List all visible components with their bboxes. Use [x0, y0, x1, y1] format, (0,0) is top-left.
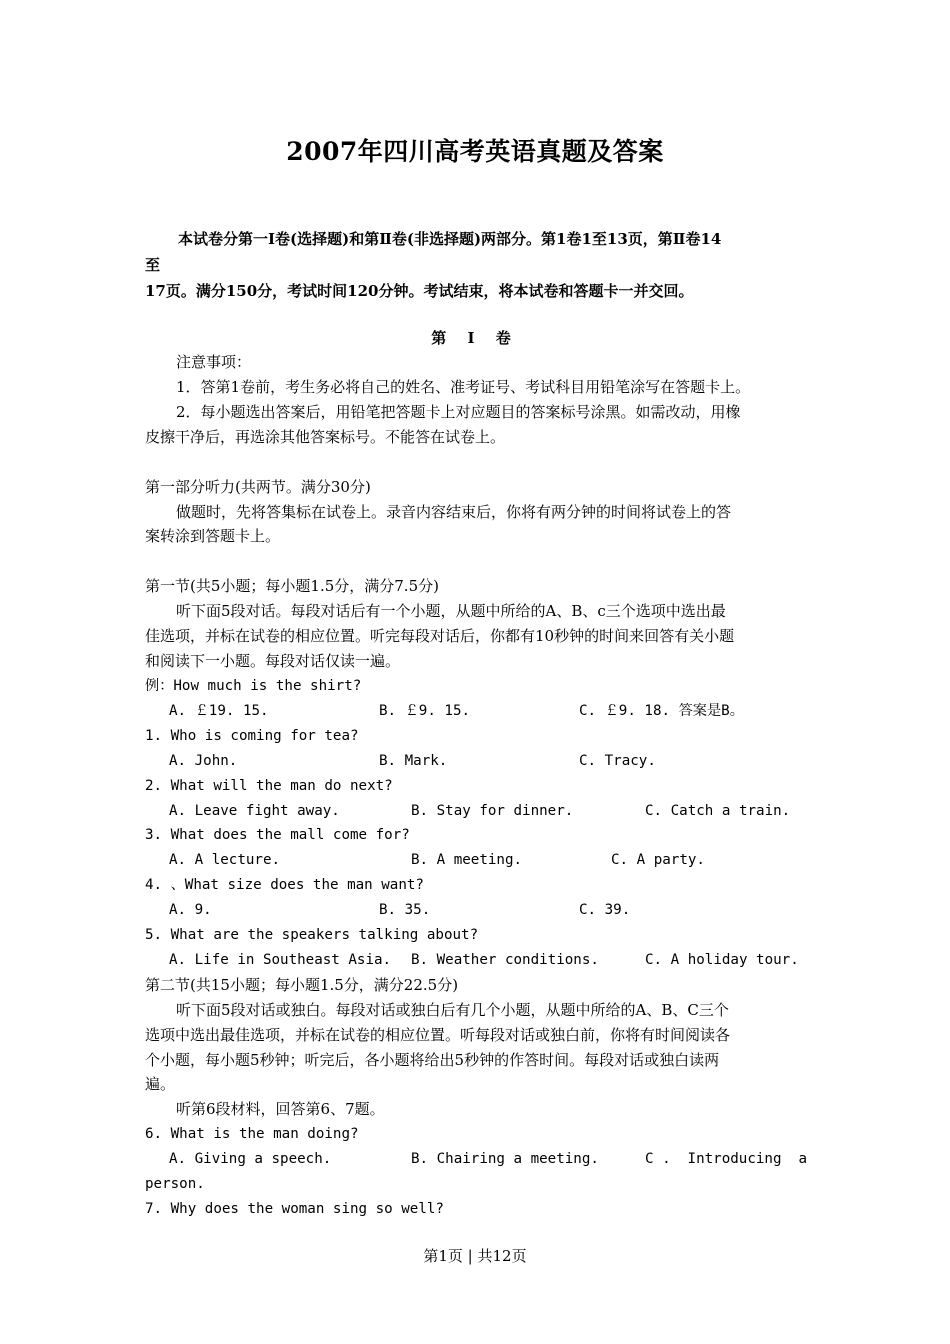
option-c: C. 39. [579, 902, 631, 919]
option-b: B. Weather conditions. [411, 951, 599, 968]
option-a: A. Giving a speech. [169, 1151, 332, 1168]
volume-heading: 第 Ⅰ 卷 [431, 329, 519, 347]
option-c [645, 1147, 807, 1172]
option-b: B. ￡9. 15. [379, 702, 471, 719]
option-c-continuation: person. [145, 1176, 205, 1193]
intro-line: 至 [145, 256, 161, 274]
question-6-options [145, 1147, 807, 1172]
option-a: A. John. [169, 752, 238, 769]
option-c: C. A party. [611, 852, 705, 869]
notice-item: 皮擦干净后，再选涂其他答案标号。不能答在试卷上。 [145, 427, 506, 446]
option-b: B. Chairing a meeting. [411, 1151, 599, 1168]
section1-heading: 第一节(共5小题；每小题1.5分，满分7.5分) [145, 577, 439, 596]
option-c: C. Tracy. [579, 752, 656, 769]
intro-paragraph [145, 226, 810, 304]
question-2-options [145, 799, 807, 824]
question-7: 7. Why does the woman sing so well? [145, 1201, 444, 1217]
section2-instruction: 遍。 [145, 1075, 176, 1094]
part1-instruction: 做题时，先将答集标在试卷上。录音内容结束后，你将有两分钟的时间将试卷上的答 [176, 502, 732, 521]
intro-line: 本试卷分第一Ⅰ卷(选择题)和第Ⅱ卷(非选择题)两部分。第1卷1至13页，第Ⅱ卷14 [178, 230, 722, 248]
option-b: B. Stay for dinner. [411, 802, 574, 819]
section1-instruction: 佳选项，并标在试卷的相应位置。听完每段对话后，你都有10秒钟的时间来回答有关小题 [145, 627, 735, 646]
section2-heading: 第二节(共15小题；每小题1.5分，满分22.5分) [145, 975, 459, 994]
option-a: A. A lecture. [169, 852, 281, 869]
question-4: 4. 、What size does the man want? [145, 877, 424, 894]
option-c-part: C . [645, 1151, 671, 1168]
section2-instruction: 听下面5段对话或独白。每段对话或独白后有几个小题，从题中所给的A、B、C三个 [176, 1000, 729, 1019]
question-6: 6. What is the man doing? [145, 1126, 359, 1143]
question-4-options [145, 898, 807, 923]
section2-instruction: 选项中选出最佳选项，并标在试卷的相应位置。听每段对话或独白前，你将有时间阅读各 [145, 1025, 731, 1044]
part1-heading: 第一部分听力(共两节。满分30分) [145, 477, 371, 496]
example-options [145, 699, 807, 724]
section2-instruction: 个小题，每小题5秒钟；听完后，各小题将给出5秒钟的作答时间。每段对话或独白读两 [145, 1050, 720, 1069]
question-1-options [145, 749, 807, 774]
option-c: C. Catch a train. [645, 802, 791, 819]
option-a: A. Leave fight away. [169, 802, 340, 819]
option-b: B. A meeting. [411, 852, 523, 869]
page-title: 2007年四川高考英语真题及答案 [286, 137, 664, 166]
question-1: 1. Who is coming for tea? [145, 727, 359, 744]
section1-instruction: 听下面5段对话。每段对话后有一个小题，从题中所给的A、B、c三个选项中选出最 [176, 602, 726, 621]
notice-item: 2．每小题选出答案后，用铅笔把答题卡上对应题目的答案标号涂黑。如需改动，用橡 [176, 402, 741, 421]
question-5: 5. What are the speakers talking about? [145, 927, 479, 944]
option-b: B. 35. [379, 902, 431, 919]
option-c: C. A holiday tour. [645, 951, 799, 968]
option-c-part: a [798, 1151, 807, 1168]
material-heading: 听第6段材料，回答第6、7题。 [176, 1100, 385, 1119]
example-question: 例：How much is the shirt? [145, 677, 362, 694]
question-3-options [145, 848, 807, 873]
option-b: B. Mark. [379, 752, 448, 769]
part1-instruction: 案转涂到答题卡上。 [145, 527, 281, 546]
notice-item: 1．答第1卷前，考生务必将自己的姓名、准考证号、考试科目用铅笔涂写在答题卡上。 [176, 377, 751, 396]
section1-instruction: 和阅读下一小题。每段对话仅读一遍。 [145, 652, 401, 671]
option-c: C. ￡9. 18. 答案是B。 [579, 702, 744, 719]
option-a: A. 9. [169, 902, 212, 919]
notice-heading: 注意事项： [176, 353, 252, 371]
question-5-options [145, 948, 807, 973]
option-c-part: Introducing [687, 1151, 782, 1168]
question-2: 2. What will the man do next? [145, 777, 393, 794]
option-a: A. Life in Southeast Asia. [169, 951, 392, 968]
question-3: 3. What does the mall come for? [145, 827, 410, 844]
page-footer: 第1页 | 共12页 [423, 1247, 527, 1265]
intro-line: 17页。满分150分，考试时间120分钟。考试结束，将本试卷和答题卡一并交回。 [145, 282, 694, 300]
exam-body [145, 350, 807, 1222]
option-a: A. ￡19. 15. [169, 702, 269, 719]
